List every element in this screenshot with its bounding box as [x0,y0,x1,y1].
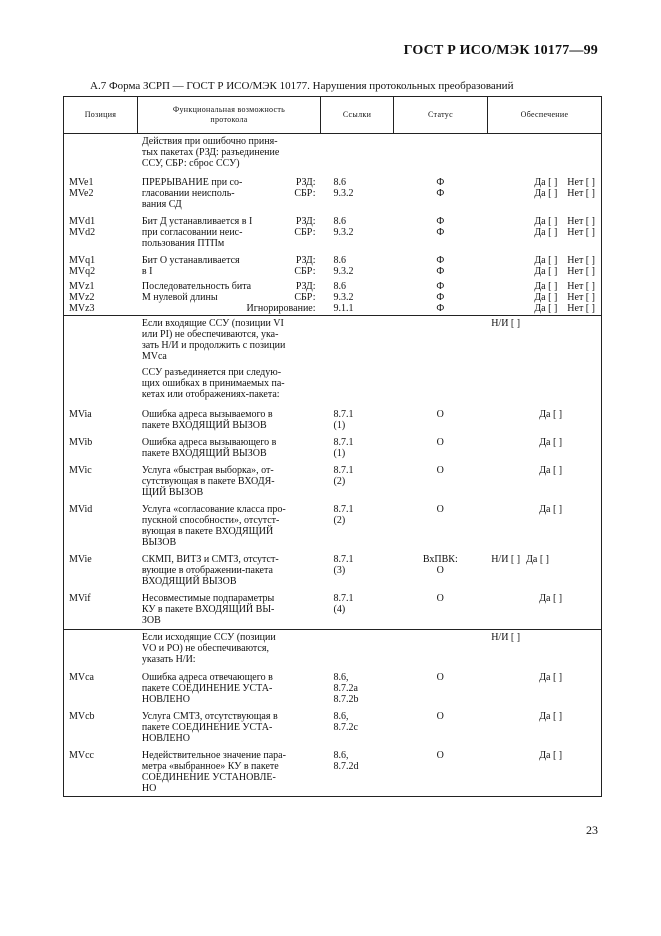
table-row: MVic Услуга «быстрая выборка», от- сутствующая в пакете ВХОДЯ- ЩИЙ ВЫЗОВ 8.7.1 (2) О Да [ ] [69,465,563,498]
table-row: MVd1 MVd2 Бит Д устанавливается в I РЗД: при согласовании неис- СБР: пользования ПТПм 8.6 9.3.2 Ф Ф Да [ ] Нет [ ] Да [ ] Нет [ ] [69,216,595,249]
page-header-title: ГОСТ Р ИСО/МЭК 10177—99 [403,43,598,58]
table-section-3 [64,630,602,797]
column-header-status: Статус [394,97,488,134]
table-row: MVe1 MVe2 ПРЕРЫВАНИЕ при со- РЗД: гласовании неисполь- СБР: вания СД 8.6 9.3.2 Ф Ф Да [ ] Нет [ ] Да [ ] Нет [ ] [69,177,595,210]
section1-intro: Действия при ошибочно приня- тых пакетах (РЗД: разъединение ССУ, СБР: сброс ССУ) [141,136,280,169]
table-row: MVq1 MVq2 Бит О устанавливается РЗД: в I СБР: 8.6 9.3.2 Ф Ф Да [ ] Нет [ ] Да [ ] Нет [ ] [69,255,595,277]
not-applicable-option: Н/И [ ] [491,318,521,329]
table-row: MVcc Недействительное значение пара- метра «выбранное» КУ в пакете СОЕДИНЕНИЕ УСТАНОВЛЕ- НО 8.6, 8.7.2d О Да [ ] [69,750,563,794]
table-row: MVif Несовместимые подпараметры КУ в пакете ВХОДЯЩИЙ ВЫ- ЗОВ 8.7.1 (4) О Да [ ] [69,593,563,626]
table-caption: А.7 Форма ЗСРП — ГОСТ Р ИСО/МЭК 10177. Нарушения протокольных преобразований [90,80,514,92]
table-row: MVia Ошибка адреса вызываемого в пакете ВХОДЯЩИЙ ВЫЗОВ 8.7.1 (1) О Да [ ] [69,409,563,431]
table-row: MVca Ошибка адреса отвечающего в пакете СОЕДИНЕНИЕ УСТА- НОВЛЕНО 8.6, 8.7.2a 8.7.2b О Да [ ] [69,672,563,705]
table-row: MVcb Услуга СМТЗ, отсутствующая в пакете СОЕДИНЕНИЕ УСТА- НОВЛЕНО 8.6, 8.7.2c О Да [ ] [69,711,563,744]
table-row: MVz1 MVz2 MVz3 Последовательность бита РЗД: М нулевой длины СБР: Игнорирование: 8.6 9.3.2 9.1.1 Ф Ф Ф Да [ ] Нет [ ] Да [ ] Нет [ ] Да [ ] Нет [ ] [69,281,595,314]
table-section-2 [64,316,602,630]
column-header-position: Позиция [64,97,138,134]
column-header-function: Функциональная возможность протокола [138,97,321,134]
table-row: MVie СКМП, ВИТЗ и СМТЗ, отсутст- вующие в отображении-пакета ВХОДЯЩИЙ ВЫЗОВ 8.7.1 (3) ВхПВК: О Н/И [ ] Да [ ] [69,554,550,587]
table-row: MVib Ошибка адреса вызывающего в пакете ВХОДЯЩИЙ ВЫЗОВ 8.7.1 (1) О Да [ ] [69,437,563,459]
section2-intro: Если входящие ССУ (позиции VI или PI) не обеспечиваются, ука- зать Н/И и продолжить с позиции MVca ССУ разъединяется при следую- щих ошибках в принимаемых па- кетах или отображениях-пакета: Н/И [ ] [141,318,521,400]
table-section-1 [64,134,602,316]
page-number: 23 [586,823,598,837]
column-header-support: Обеспечение [488,97,602,134]
protocol-table [63,96,602,797]
column-header-refs: Ссылки [321,97,394,134]
table-header-row [64,97,602,134]
section3-intro: Если исходящие ССУ (позиции VO и PO) не обеспечиваются, указать Н/И: Н/И [ ] [141,632,521,665]
table-row: MVid Услуга «согласование класса про- пускной способности», отсутст- вующая в пакете ВХОДЯЩИЙ ВЫЗОВ 8.7.1 (2) О Да [ ] [69,504,563,548]
